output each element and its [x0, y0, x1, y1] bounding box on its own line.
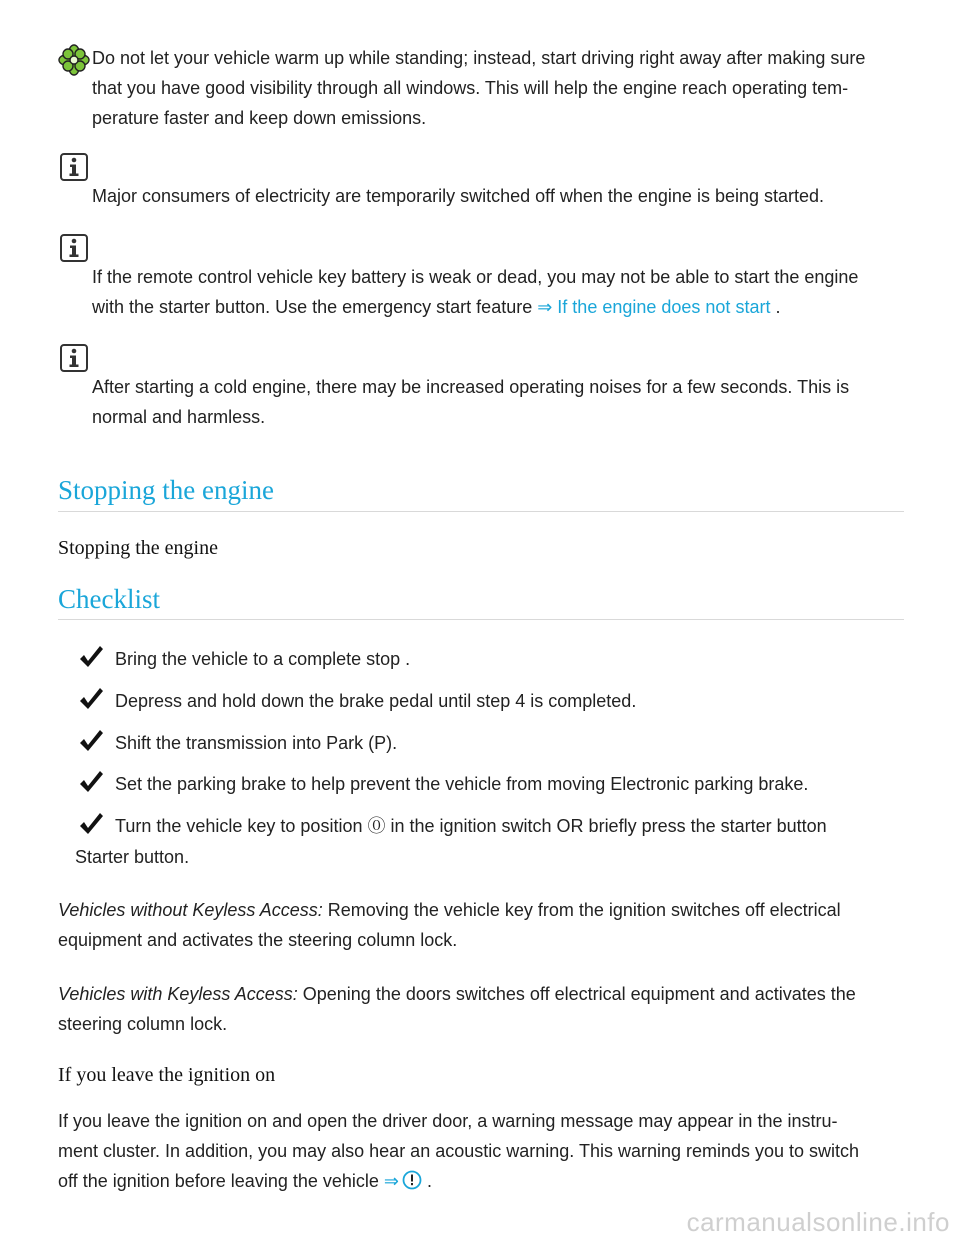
checkmark-icon [78, 770, 104, 794]
keyless-without-label: Vehicles without Keyless Access: [58, 900, 323, 920]
ignition-paragraph [58, 1106, 928, 1196]
checkmark-icon [78, 645, 104, 669]
info-note [92, 262, 922, 322]
info-icon [60, 153, 88, 181]
checklist-item: Bring the vehicle to a complete stop . [115, 649, 411, 669]
section-title: Stopping the engine [58, 475, 274, 505]
paragraph-text: Opening the doors switches off electrical equipment and activates the [297, 984, 856, 1004]
paragraph-line [58, 1166, 928, 1196]
ignition-heading: If you leave the ignition on [58, 1064, 276, 1086]
warning-icon[interactable] [402, 1170, 422, 1190]
note-line: normal and harmless. [92, 407, 266, 427]
divider [58, 511, 904, 512]
checklist-item [115, 811, 827, 841]
paragraph-line: If you leave the ignition on and open the driver door, a warning message may appear in the instru- [58, 1111, 838, 1131]
checklist-item-continuation: Starter button. [75, 847, 190, 867]
paragraph-line [58, 979, 918, 1009]
note-text: with the starter button. Use the emergency start feature [92, 297, 538, 317]
info-note [92, 181, 922, 211]
divider [58, 619, 904, 620]
checklist-item: Shift the transmission into Park (P). [115, 733, 398, 753]
checkmark-icon [78, 687, 104, 711]
item-text: in the ignition switch OR briefly press the starter button [385, 816, 827, 836]
paragraph-line: steering column lock. [58, 1014, 228, 1034]
info-icon [60, 344, 88, 372]
keyless-with-paragraph [58, 979, 918, 1039]
note-line: perature faster and keep down emissions. [92, 108, 427, 128]
note-line [92, 292, 922, 322]
checklist-title: Checklist [58, 584, 160, 614]
note-text: . [770, 297, 781, 317]
paragraph-text: Removing the vehicle key from the ignition switches off electrical [322, 900, 841, 920]
environment-leaf-icon [58, 44, 90, 76]
watermark: carmanualsonline.info [686, 1207, 950, 1237]
paragraph-text: off the ignition before leaving the vehicle [58, 1171, 384, 1191]
info-icon [60, 234, 88, 262]
note-line: After starting a cold engine, there may be increased operating noises for a few seconds. This is [92, 377, 850, 397]
checkmark-icon [78, 812, 104, 836]
position-zero-symbol: ⓪ [367, 816, 386, 836]
environment-note [92, 43, 922, 133]
keyless-with-label: Vehicles with Keyless Access: [58, 984, 298, 1004]
section-subtitle: Stopping the engine [58, 537, 218, 559]
keyless-without-paragraph [58, 895, 918, 955]
note-line: that you have good visibility through all windows. This will help the engine reach operating tem- [92, 78, 849, 98]
info-note [92, 372, 922, 432]
note-line: If the remote control vehicle key battery is weak or dead, you may not be able to start the engine [92, 267, 859, 287]
item-text: Turn the vehicle key to position [115, 816, 368, 836]
paragraph-line: ment cluster. In addition, you may also hear an acoustic warning. This warning reminds you to switch [58, 1141, 860, 1161]
paragraph-line [58, 895, 918, 925]
warning-link[interactable]: ⇒ [383, 1171, 399, 1191]
checkmark-icon [78, 729, 104, 753]
note-line: Major consumers of electricity are temporarily switched off when the engine is being started. [92, 186, 825, 206]
note-line: Do not let your vehicle warm up while standing; instead, start driving right away after making sure [92, 48, 866, 68]
engine-start-link[interactable]: ⇒ If the engine does not start [537, 297, 771, 317]
checklist-item: Set the parking brake to help prevent the vehicle from moving Electronic parking brake. [115, 774, 809, 794]
checklist-item: Depress and hold down the brake pedal until step 4 is completed. [115, 691, 637, 711]
paragraph-line: equipment and activates the steering column lock. [58, 930, 458, 950]
paragraph-text: . [421, 1171, 432, 1191]
